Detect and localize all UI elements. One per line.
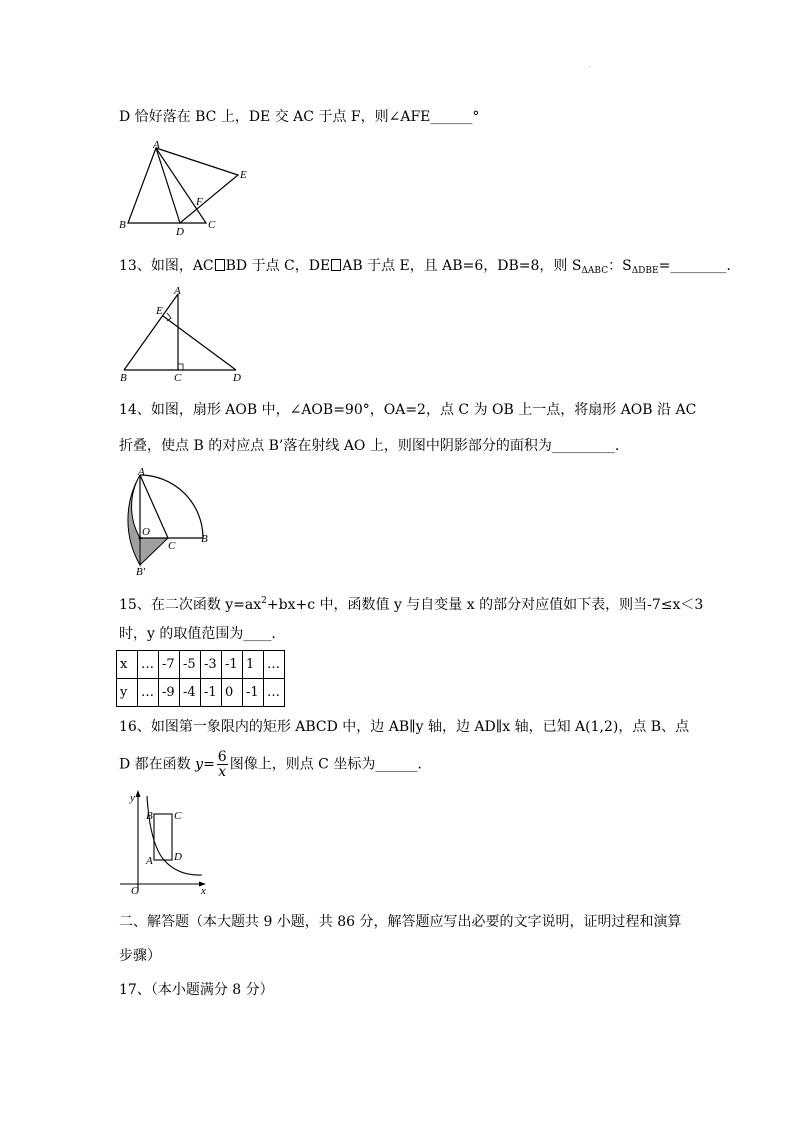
section2-line1: 二、解答题（本大题共 9 小题，共 86 分，解答题应写出必要的文字说明，证明过程和演算 [119, 914, 682, 930]
q13-text-b: BD 于点 C，DE [225, 258, 331, 274]
q16-func-y: y [195, 756, 204, 773]
q16-line1: 16、如图第一象限内的矩形 ABCD 中，边 AB∥y 轴，边 AD∥x 轴，已知 A(1,2)，点 B、点 [119, 719, 690, 735]
table-cell: … [138, 679, 159, 707]
q16-label-a: A [146, 855, 153, 867]
q13-label-a: A [174, 286, 181, 297]
q13-label-e: E [156, 305, 163, 317]
q12-label-d: D [176, 226, 184, 238]
q17-title: 17、（本小题满分 8 分） [119, 982, 274, 998]
table-cell: … [264, 679, 285, 707]
table-cell: 1 [243, 651, 264, 679]
q15-line1 [119, 592, 703, 614]
q14-label-c: C [168, 540, 176, 552]
q12-figure [116, 140, 256, 240]
missing-glyph-icon [215, 259, 225, 271]
q13-text-c: AB 于点 E，且 AB=6，DB=8，则 S [342, 258, 582, 274]
q16-label-x: x [201, 885, 206, 897]
q15-line2: 时，y 的取值范围为____. [119, 626, 276, 642]
q16-line2-a: D 都在函数 [119, 756, 191, 773]
q15-sup: 2 [261, 596, 267, 606]
table-cell: -1 [243, 679, 264, 707]
q16-frac-num: 6 [217, 749, 227, 765]
q14-line1: 14、如图，扇形 AOB 中，∠AOB=90°，OA=2，点 C 为 OB 上一点，将扇形 AOB 沿 AC [119, 402, 697, 418]
q13-figure [116, 286, 256, 386]
section2-line2: 步骤） [119, 948, 161, 964]
missing-glyph-icon [331, 259, 341, 271]
table-cell: … [264, 651, 285, 679]
table-cell: -7 [159, 651, 180, 679]
q13-sub-dbe: ΔDBE [631, 266, 659, 276]
q13-sub-abc: ΔABC [581, 266, 609, 276]
q16-fraction [217, 750, 228, 779]
q12-label-a: A [153, 140, 160, 151]
q14-label-b-prime: B′ [136, 566, 146, 578]
q16-label-d: D [174, 851, 182, 863]
table-cell: -3 [201, 651, 222, 679]
q13-label-c: C [174, 372, 182, 384]
q16-line2 [119, 750, 422, 779]
table-row [117, 651, 285, 679]
q14-shaded-region [128, 475, 140, 565]
q12-label-f: F [196, 196, 203, 208]
q13-text [119, 257, 731, 280]
q16-func-eq: = [203, 756, 215, 773]
q16-label-o: O [131, 885, 139, 897]
q13-label-d: D [233, 372, 241, 384]
q14-line2: 折叠，使点 B 的对应点 B’落在射线 AO 上，则图中阴影部分的面积为_________. [119, 438, 620, 454]
q13-text-e: =________. [658, 258, 731, 274]
q16-label-b: B [146, 810, 153, 822]
q15-line1-a: 15、在二次函数 y=ax [119, 597, 262, 613]
q14-label-a: A [138, 466, 145, 478]
q16-frac-den: x [218, 764, 227, 780]
q12-triangle-ade [156, 148, 238, 223]
q12-text: D 恰好落在 BC 上，DE 交 AC 于点 F，则∠AFE______° [119, 109, 480, 125]
table-row [117, 679, 285, 707]
table-cell: … [138, 651, 159, 679]
q16-line2-b: 图像上，则点 C 坐标为______. [229, 756, 422, 773]
q12-label-b: B [119, 219, 126, 231]
q13-text-d: ：S [608, 258, 632, 274]
q12-label-c: C [208, 219, 216, 231]
table-cell: y [117, 679, 138, 707]
q14-figure [116, 465, 226, 580]
q14-label-b: B [201, 533, 208, 545]
q13-label-b: B [120, 372, 127, 384]
q14-label-o: O [142, 526, 150, 538]
q16-figure [116, 788, 216, 898]
q12-label-e: E [240, 169, 247, 181]
table-cell: 0 [222, 679, 243, 707]
table-cell: x [117, 651, 138, 679]
q16-label-y: y [130, 792, 135, 804]
q15-value-table [116, 650, 285, 707]
table-cell: -1 [201, 679, 222, 707]
q13-text-a: 13、如图，AC [119, 258, 214, 274]
page-mark: . [588, 60, 591, 69]
table-cell: -1 [222, 651, 243, 679]
q16-label-c: C [174, 810, 182, 822]
table-cell: -5 [180, 651, 201, 679]
q15-line1-b: +bx+c 中，函数值 y 与自变量 x 的部分对应值如下表，则当-7≤x＜3 [266, 597, 704, 613]
table-cell: -4 [180, 679, 201, 707]
table-cell: -9 [159, 679, 180, 707]
